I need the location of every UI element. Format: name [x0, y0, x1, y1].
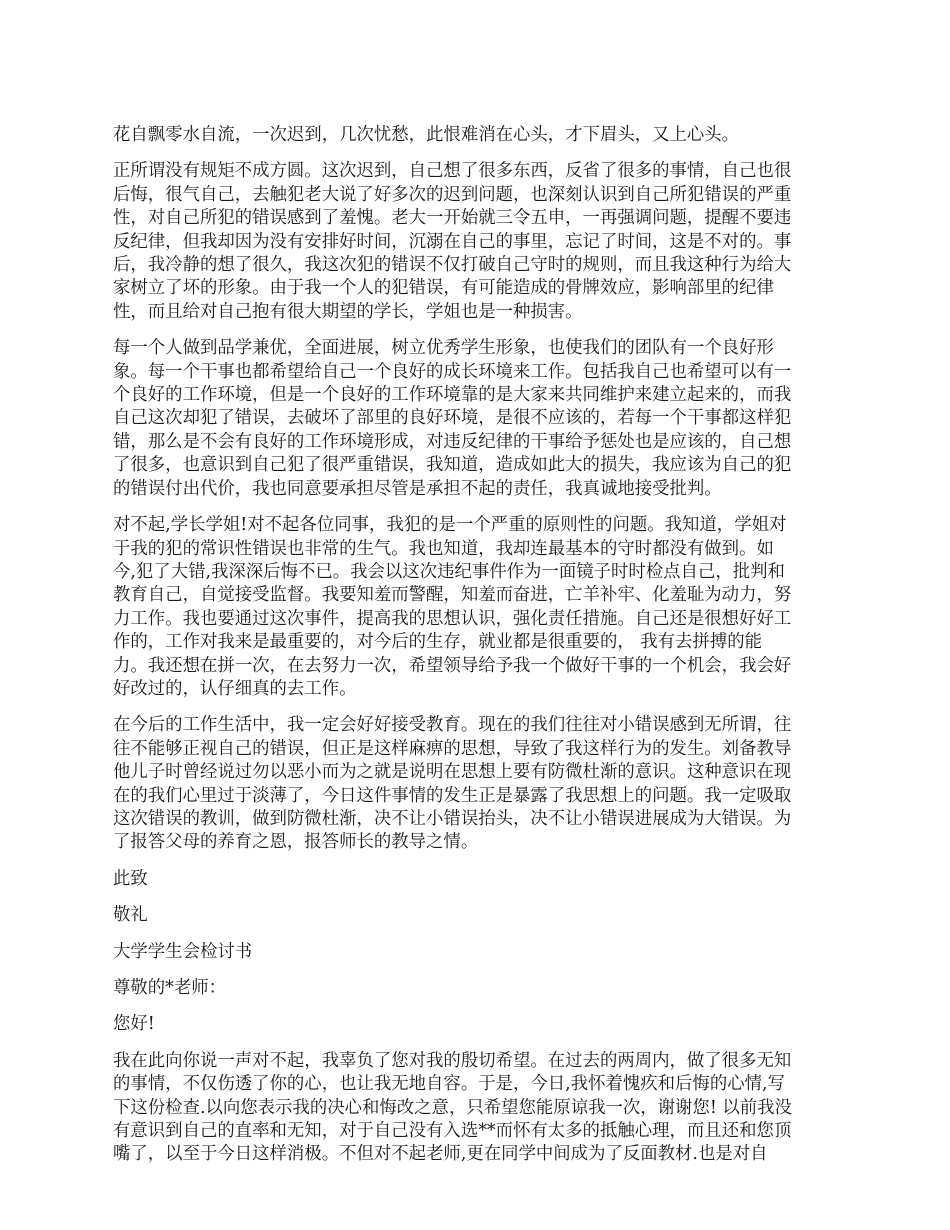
- document-body: [113, 124, 841, 1180]
- letter-greeting: 您好!: [113, 1014, 155, 1035]
- paragraph-reflection: 正所谓没有规矩不成方圆。这次迟到，自己想了很多东西，反省了很多的事情，自己也很 后悔，很气自己，去触犯老大说了好多次的迟到问题，也深刻认识到自己所犯错误的严重 性，对自己所犯的错误感到了羞愧。老大一开始就三令五申，一再强调问题，提醒不要违 反纪律，但我却因为没有安排好时间，沉溺在自己的事里，忘记了时间，这是不对的。事 后，我冷静的想了很久，我这次犯的错误不仅打破自己守时的规则，而且我这种行为给大 家树立了坏的形象。由于我一个人的犯错误，有可能造成的骨牌效应，影响部里的纪律 性，而且给对自己抱有很大期望的学长，学姐也是一种损害。: [113, 161, 792, 322]
- section-title: 大学学生会检讨书: [113, 941, 253, 962]
- paragraph-letter-body: 我在此向你说一声对不起，我辜负了您对我的殷切希望。在过去的两周内，做了很多无知 的事情，不仅伤透了你的心，也让我无地自容。于是，今日,我怀着愧疚和后悔的心情,写 下这份检查.以向您表示我的决心和悔改之意，只希望您能原谅我一次，谢谢您! 以前我没 有意识到自己的直率和无知，对于自己没有入选**而怀有太多的抵触心理，而且还和您顶 嘴了，以至于今日这样消极。不但对不起老师,更在同学中间成为了反面教材.也是对自: [113, 1050, 792, 1165]
- paragraph-apology: 对不起,学长学姐!对不起各位同事，我犯的是一个严重的原则性的问题。我知道，学姐对 于我的犯的常识性错误也非常的生气。我也知道，我却连最基本的守时都没有做到。如 今,犯了大错,我深深后悔不已。我会以这次违纪事件作为一面镜子时时检点自己，批判和 教育自己，自觉接受监督。我要知羞而警醒，知羞而奋进，亡羊补牢、化羞耻为动力，努 力工作。我也要通过这次事件，提高我的思想认识，强化责任措施。自己还是很想好好工 作的，工作对我来是最重要的，对今后的生存，就业都是很重要的， 我有去拼搏的能 力。我还想在拼一次，在去努力一次，希望领导给予我一个做好干事的一个机会，我会好 好改过的，认仔细真的去工作。: [113, 515, 792, 699]
- closing-salutation: 此致: [113, 868, 148, 889]
- letter-addressee: 尊敬的*老师：: [113, 978, 227, 998]
- paragraph-opening-verse: 花自飘零水自流，一次迟到，几次忧愁，此恨难消在心头，才下眉头，又上心头。: [113, 125, 740, 145]
- paragraph-future-commitment: 在今后的工作生活中，我一定会好好接受教育。现在的我们往往对小错误感到无所谓，往 往不能够正视自己的错误，但正是这样麻痹的思想，导致了我这样行为的发生。刘备教导 他儿子时曾经说过勿以恶小而为之就是说明在思想上要有防微杜渐的意识。这种意识在现 在的我们心里过于淡薄了，今日这件事情的发生正是暴露了我思想上的问题。我一定吸取 这次错误的教训，做到防微杜渐，决不让小错误抬头，决不让小错误进展成为大错误。为 了报答父母的养育之恩，报答师长的教导之情。: [113, 715, 792, 853]
- closing-regards: 敬礼: [113, 905, 148, 926]
- paragraph-team-environment: 每一个人做到品学兼优，全面进展，树立优秀学生形象，也使我们的团队有一个良好形 象。每一个干事也都希望给自己一个良好的成长环境来工作。包括我自己也希望可以有一 个良好的工作环境，但是一个良好的工作环境靠的是大家来共同维护来建立起来的，而我 自己这次却犯了错误，去破坏了部里的良好环境，是很不应该的，若每一个干事都这样犯 错，那么是不会有良好的工作环境形成，对违反纪律的干事给予惩处也是应该的，自己想 了很多，也意识到自己犯了很严重错误，我知道，造成如此大的损失，我应该为自己的犯 的错误付出代价，我也同意要承担尽管是承担不起的责任，我真诚地接受批判。: [113, 338, 792, 499]
